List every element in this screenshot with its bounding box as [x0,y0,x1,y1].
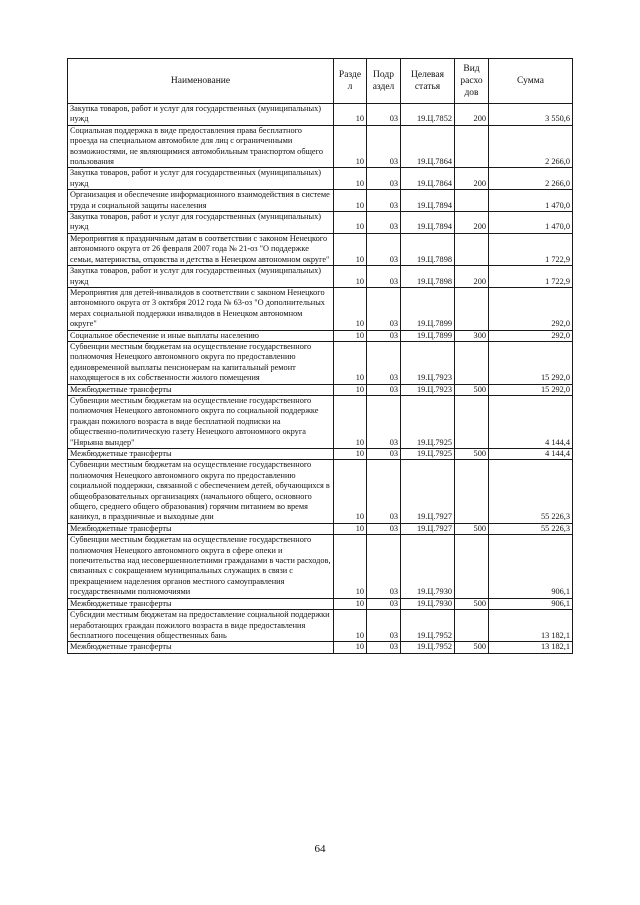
cell-sum: 2 266,0 [489,168,573,190]
table-row [68,190,573,212]
cell-section: 10 [334,610,367,642]
cell-sum: 15 292,0 [489,384,573,395]
cell-sum: 1 722,9 [489,233,573,265]
cell-subsection: 03 [367,642,401,653]
cell-subsection: 03 [367,384,401,395]
cell-name: Закупка товаров, работ и услуг для государственных (муниципальных) нужд [68,212,334,234]
cell-subsection: 03 [367,449,401,460]
cell-section: 10 [334,395,367,448]
cell-name: Межбюджетные трансферты [68,449,334,460]
header-target-article: Целевая статья [401,59,455,104]
table-row [68,266,573,288]
cell-sum: 1 470,0 [489,212,573,234]
cell-expense-type [455,287,489,330]
cell-section: 10 [334,168,367,190]
cell-section: 10 [334,642,367,653]
cell-subsection: 03 [367,212,401,234]
cell-expense-type [455,460,489,523]
cell-target-article: 19.Ц.7852 [401,104,455,126]
cell-expense-type [455,610,489,642]
cell-subsection: 03 [367,341,401,384]
cell-expense-type: 300 [455,330,489,341]
page-number: 64 [314,843,326,855]
cell-sum: 2 266,0 [489,125,573,168]
cell-expense-type: 200 [455,266,489,288]
cell-expense-type: 500 [455,384,489,395]
cell-section: 10 [334,212,367,234]
cell-target-article: 19.Ц.7952 [401,610,455,642]
cell-name: Субвенции местным бюджетам на осуществление государственного полномочия Ненецкого автономного округа по предоставлению единовременной выплаты пенсионерам на капитальный ремонт находящегося в их собственности жилого помещения [68,341,334,384]
cell-expense-type: 500 [455,523,489,534]
cell-expense-type [455,233,489,265]
cell-sum: 55 226,3 [489,523,573,534]
table-header-row [68,59,573,104]
cell-subsection: 03 [367,266,401,288]
cell-subsection: 03 [367,168,401,190]
cell-target-article: 19.Ц.7927 [401,523,455,534]
cell-target-article: 19.Ц.7952 [401,642,455,653]
cell-name: Мероприятия к праздничным датам в соответствии с законом Ненецкого автономного округа от 26 февраля 2007 года № 21-оз "О поддержке семьи, материнства, отцовства и детства в Ненецком автономном округе" [68,233,334,265]
cell-name: Организация и обеспечение информационного взаимодействия в системе труда и социальной защиты населения [68,190,334,212]
cell-sum: 1 722,9 [489,266,573,288]
table-row [68,395,573,448]
cell-expense-type [455,395,489,448]
cell-name: Субвенции местным бюджетам на осуществление государственного полномочия Ненецкого автономного округа по предоставлению социальной поддержки, связанной с обеспечением детей, обучающихся в общеобразовательных организациях (начального общего, основного общего, среднего общего образования) горячим питанием во время каникул, в праздничные и выходные дни [68,460,334,523]
table-row [68,212,573,234]
cell-sum: 4 144,4 [489,449,573,460]
cell-subsection: 03 [367,460,401,523]
table-row [68,610,573,642]
cell-target-article: 19.Ц.7894 [401,212,455,234]
cell-expense-type: 200 [455,212,489,234]
cell-name: Закупка товаров, работ и услуг для государственных (муниципальных) нужд [68,104,334,126]
cell-expense-type: 200 [455,168,489,190]
cell-section: 10 [334,125,367,168]
cell-subsection: 03 [367,330,401,341]
cell-target-article: 19.Ц.7864 [401,125,455,168]
table-row [68,460,573,523]
cell-sum: 4 144,4 [489,395,573,448]
cell-sum: 906,1 [489,598,573,609]
budget-table [67,58,573,654]
cell-name: Межбюджетные трансферты [68,598,334,609]
cell-target-article: 19.Ц.7927 [401,460,455,523]
cell-name: Закупка товаров, работ и услуг для государственных (муниципальных) нужд [68,168,334,190]
table-row [68,233,573,265]
cell-sum: 3 550,6 [489,104,573,126]
cell-name: Межбюджетные трансферты [68,523,334,534]
cell-target-article: 19.Ц.7898 [401,266,455,288]
table-row [68,125,573,168]
cell-name: Социальная поддержка в виде предоставления права бесплатного проезда на специальном автомобиле для лиц с ограниченными возможностями, не являющимися автомобильным транспортом общего пользования [68,125,334,168]
cell-target-article: 19.Ц.7899 [401,287,455,330]
table-row [68,598,573,609]
cell-subsection: 03 [367,104,401,126]
cell-expense-type: 500 [455,598,489,609]
cell-target-article: 19.Ц.7898 [401,233,455,265]
cell-sum: 292,0 [489,287,573,330]
cell-section: 10 [334,233,367,265]
cell-name: Межбюджетные трансферты [68,642,334,653]
cell-subsection: 03 [367,523,401,534]
cell-name: Социальное обеспечение и иные выплаты населению [68,330,334,341]
cell-subsection: 03 [367,395,401,448]
cell-section: 10 [334,523,367,534]
cell-sum: 13 182,1 [489,610,573,642]
cell-section: 10 [334,104,367,126]
cell-target-article: 19.Ц.7923 [401,384,455,395]
cell-section: 10 [334,287,367,330]
cell-sum: 15 292,0 [489,341,573,384]
cell-section: 10 [334,449,367,460]
cell-subsection: 03 [367,535,401,598]
cell-section: 10 [334,266,367,288]
cell-name: Субвенции местным бюджетам на осуществление государственного полномочия Ненецкого автономного округа по социальной поддержке граждан пожилого возраста в виде бесплатной подписки на общественно-политическую газету Ненецкого автономного округа "Нярьяна вындер" [68,395,334,448]
table-row [68,341,573,384]
cell-name: Межбюджетные трансферты [68,384,334,395]
cell-sum: 1 470,0 [489,190,573,212]
cell-subsection: 03 [367,610,401,642]
cell-section: 10 [334,535,367,598]
table-row [68,535,573,598]
cell-target-article: 19.Ц.7925 [401,449,455,460]
cell-expense-type: 200 [455,104,489,126]
cell-name: Субвенции местным бюджетам на осуществление государственного полномочия Ненецкого автономного округа в сфере опеки и попечительства над несовершеннолетними гражданами в части расходов, связанных с сокращением муниципальных служащих в связи с прекращением наделения органов местного самоуправления государственными полномочиями [68,535,334,598]
cell-section: 10 [334,384,367,395]
table-row [68,642,573,653]
cell-target-article: 19.Ц.7899 [401,330,455,341]
cell-name: Мероприятия для детей-инвалидов в соответствии с законом Ненецкого автономного округа от 3 октября 2012 года № 63-оз "О дополнительных мерах социальной поддержки инвалидов в Ненецком автономном округе" [68,287,334,330]
cell-subsection: 03 [367,233,401,265]
header-name: Наименование [68,59,334,104]
cell-expense-type [455,125,489,168]
header-expense-type: Вид расхо дов [455,59,489,104]
table-row [68,449,573,460]
cell-target-article: 19.Ц.7894 [401,190,455,212]
table-row [68,104,573,126]
cell-section: 10 [334,190,367,212]
cell-expense-type: 500 [455,642,489,653]
cell-sum: 906,1 [489,535,573,598]
cell-section: 10 [334,460,367,523]
cell-subsection: 03 [367,125,401,168]
cell-target-article: 19.Ц.7923 [401,341,455,384]
cell-expense-type [455,535,489,598]
cell-subsection: 03 [367,598,401,609]
header-subsection: Подр аздел [367,59,401,104]
cell-section: 10 [334,341,367,384]
cell-target-article: 19.Ц.7930 [401,598,455,609]
cell-section: 10 [334,330,367,341]
cell-sum: 55 226,3 [489,460,573,523]
table-row [68,168,573,190]
cell-name: Субсидии местным бюджетам на предоставление социальной поддержки неработающих граждан пожилого возраста в виде предоставления бесплатного посещения общественных бань [68,610,334,642]
cell-section: 10 [334,598,367,609]
cell-subsection: 03 [367,190,401,212]
table-body [68,104,573,654]
cell-target-article: 19.Ц.7930 [401,535,455,598]
table-row [68,384,573,395]
cell-target-article: 19.Ц.7925 [401,395,455,448]
cell-expense-type [455,190,489,212]
cell-expense-type: 500 [455,449,489,460]
cell-name: Закупка товаров, работ и услуг для государственных (муниципальных) нужд [68,266,334,288]
table-row [68,287,573,330]
cell-expense-type [455,341,489,384]
table-row [68,523,573,534]
cell-sum: 13 182,1 [489,642,573,653]
table-row [68,330,573,341]
cell-subsection: 03 [367,287,401,330]
cell-sum: 292,0 [489,330,573,341]
header-section: Разде л [334,59,367,104]
header-sum: Сумма [489,59,573,104]
cell-target-article: 19.Ц.7864 [401,168,455,190]
